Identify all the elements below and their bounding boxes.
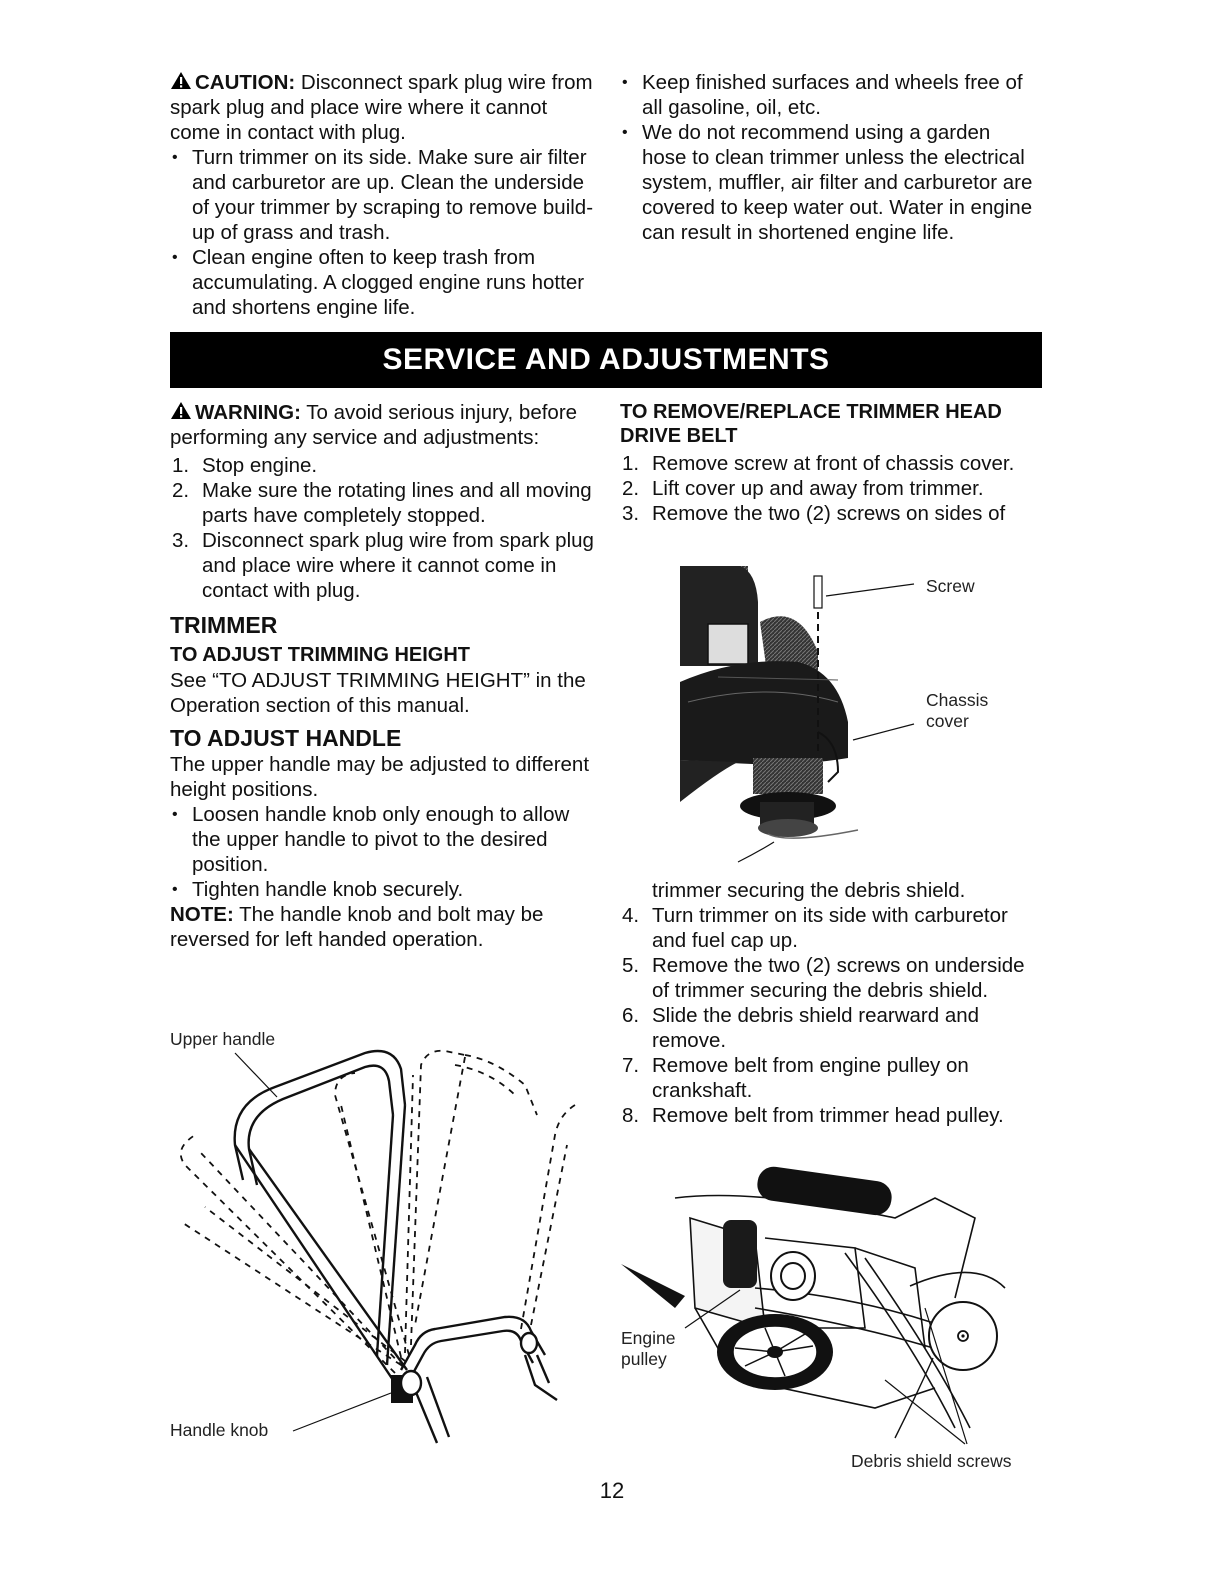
warning-text: To avoid serious injury, before performing any service and adjustments: bbox=[170, 401, 578, 449]
list-item: 7. Remove belt from engine pulley on crankshaft. bbox=[622, 1054, 969, 1102]
page-number: 12 bbox=[599, 1478, 625, 1503]
belt-steps-a bbox=[620, 451, 1045, 526]
caution-text: Disconnect spark plug wire from spark plug and place wire where it cannot come in contact with plug. bbox=[170, 71, 593, 144]
note-label: NOTE: bbox=[170, 903, 234, 926]
caution-label: CAUTION: bbox=[195, 71, 296, 94]
engine-label: Engine bbox=[621, 1328, 676, 1348]
right-column-top bbox=[620, 400, 1045, 526]
left-column bbox=[170, 400, 595, 952]
handle-bullets bbox=[170, 802, 595, 902]
engine-pulley-illustration bbox=[615, 1158, 1035, 1448]
chassis-label: Chassis bbox=[926, 690, 989, 710]
caution-paragraph bbox=[170, 70, 595, 145]
screw-label: Screw bbox=[926, 576, 975, 596]
caution-triangle-icon bbox=[170, 71, 192, 90]
warning-label: WARNING: bbox=[195, 401, 301, 424]
debris-shield-screws-label: Debris shield screws bbox=[851, 1451, 1012, 1471]
list-item: 2. Make sure the rotating lines and all moving parts have completely stopped. bbox=[172, 479, 592, 527]
step3-continued: trimmer securing the debris shield. bbox=[652, 879, 966, 902]
list-item: • Keep finished surfaces and wheels free of all gasoline, oil, etc. bbox=[620, 70, 1040, 120]
list-item: • Turn trimmer on its side. Make sure air filter and carburetor are up. Clean the underside of your trimmer by scraping to remove build-up of grass and trash. bbox=[170, 145, 595, 245]
warning-paragraph bbox=[170, 400, 595, 450]
list-item: 3. Remove the two (2) screws on sides of bbox=[622, 502, 1006, 525]
cover-label: cover bbox=[926, 711, 969, 731]
handle-text: The upper handle may be adjusted to different height positions. bbox=[170, 753, 590, 801]
warning-triangle-icon bbox=[170, 401, 192, 420]
pulley-label: pulley bbox=[621, 1349, 667, 1369]
top-right-bullets bbox=[620, 70, 1040, 245]
trim-height-text: See “TO ADJUST TRIMMING HEIGHT” in the Operation section of this manual. bbox=[170, 669, 586, 717]
warning-steps bbox=[170, 453, 595, 603]
note-text: The handle knob and bolt may be reversed for left handed operation. bbox=[170, 903, 544, 951]
chassis-cover-illustration bbox=[678, 562, 918, 867]
list-item: 1. Remove screw at front of chassis cover. bbox=[622, 452, 1015, 475]
handle-knob-label: Handle knob bbox=[170, 1420, 269, 1440]
list-item: • We do not recommend using a garden hose to clean trimmer unless the electrical system, muffler, air filter and carburetor are covered to keep water out. Water in engine can result in shortened engine life. bbox=[620, 120, 1040, 245]
list-item: 3. Disconnect spark plug wire from spark plug and place wire where it cannot come in contact with plug. bbox=[172, 529, 594, 602]
top-right-column bbox=[620, 70, 1040, 245]
handle-knob-shape bbox=[391, 1333, 537, 1403]
list-item: 2. Lift cover up and away from trimmer. bbox=[622, 477, 984, 500]
list-item: • Loosen handle knob only enough to allow the upper handle to pivot to the desired position. bbox=[170, 802, 595, 877]
list-item: 8. Remove belt from trimmer head pulley. bbox=[622, 1104, 1004, 1127]
section-banner: SERVICE AND ADJUSTMENTS bbox=[170, 332, 1042, 388]
belt-steps-b bbox=[620, 903, 1045, 1128]
handle-heading: TO ADJUST HANDLE bbox=[170, 725, 402, 751]
handle-adjust-illustration bbox=[165, 1025, 605, 1450]
list-item: 5. Remove the two (2) screws on underside of trimmer securing the debris shield. bbox=[622, 954, 1025, 1002]
note-paragraph bbox=[170, 902, 595, 952]
trimmer-heading: TRIMMER bbox=[170, 612, 278, 638]
list-item: • Clean engine often to keep trash from accumulating. A clogged engine runs hotter and shortens engine life. bbox=[170, 245, 595, 320]
list-item: • Tighten handle knob securely. bbox=[170, 877, 595, 902]
top-left-column bbox=[170, 70, 595, 320]
top-left-bullets bbox=[170, 145, 595, 320]
list-item: 6. Slide the debris shield rearward and remove. bbox=[622, 1004, 980, 1052]
right-column-bottom bbox=[620, 878, 1045, 1128]
trim-height-heading: TO ADJUST TRIMMING HEIGHT bbox=[170, 644, 470, 666]
list-item: 1. Stop engine. bbox=[172, 454, 318, 477]
list-item: 4. Turn trimmer on its side with carburetor and fuel cap up. bbox=[622, 904, 1008, 952]
upper-handle-label: Upper handle bbox=[170, 1029, 276, 1049]
belt-heading: TO REMOVE/REPLACE TRIMMER HEAD DRIVE BELT bbox=[620, 401, 1002, 447]
